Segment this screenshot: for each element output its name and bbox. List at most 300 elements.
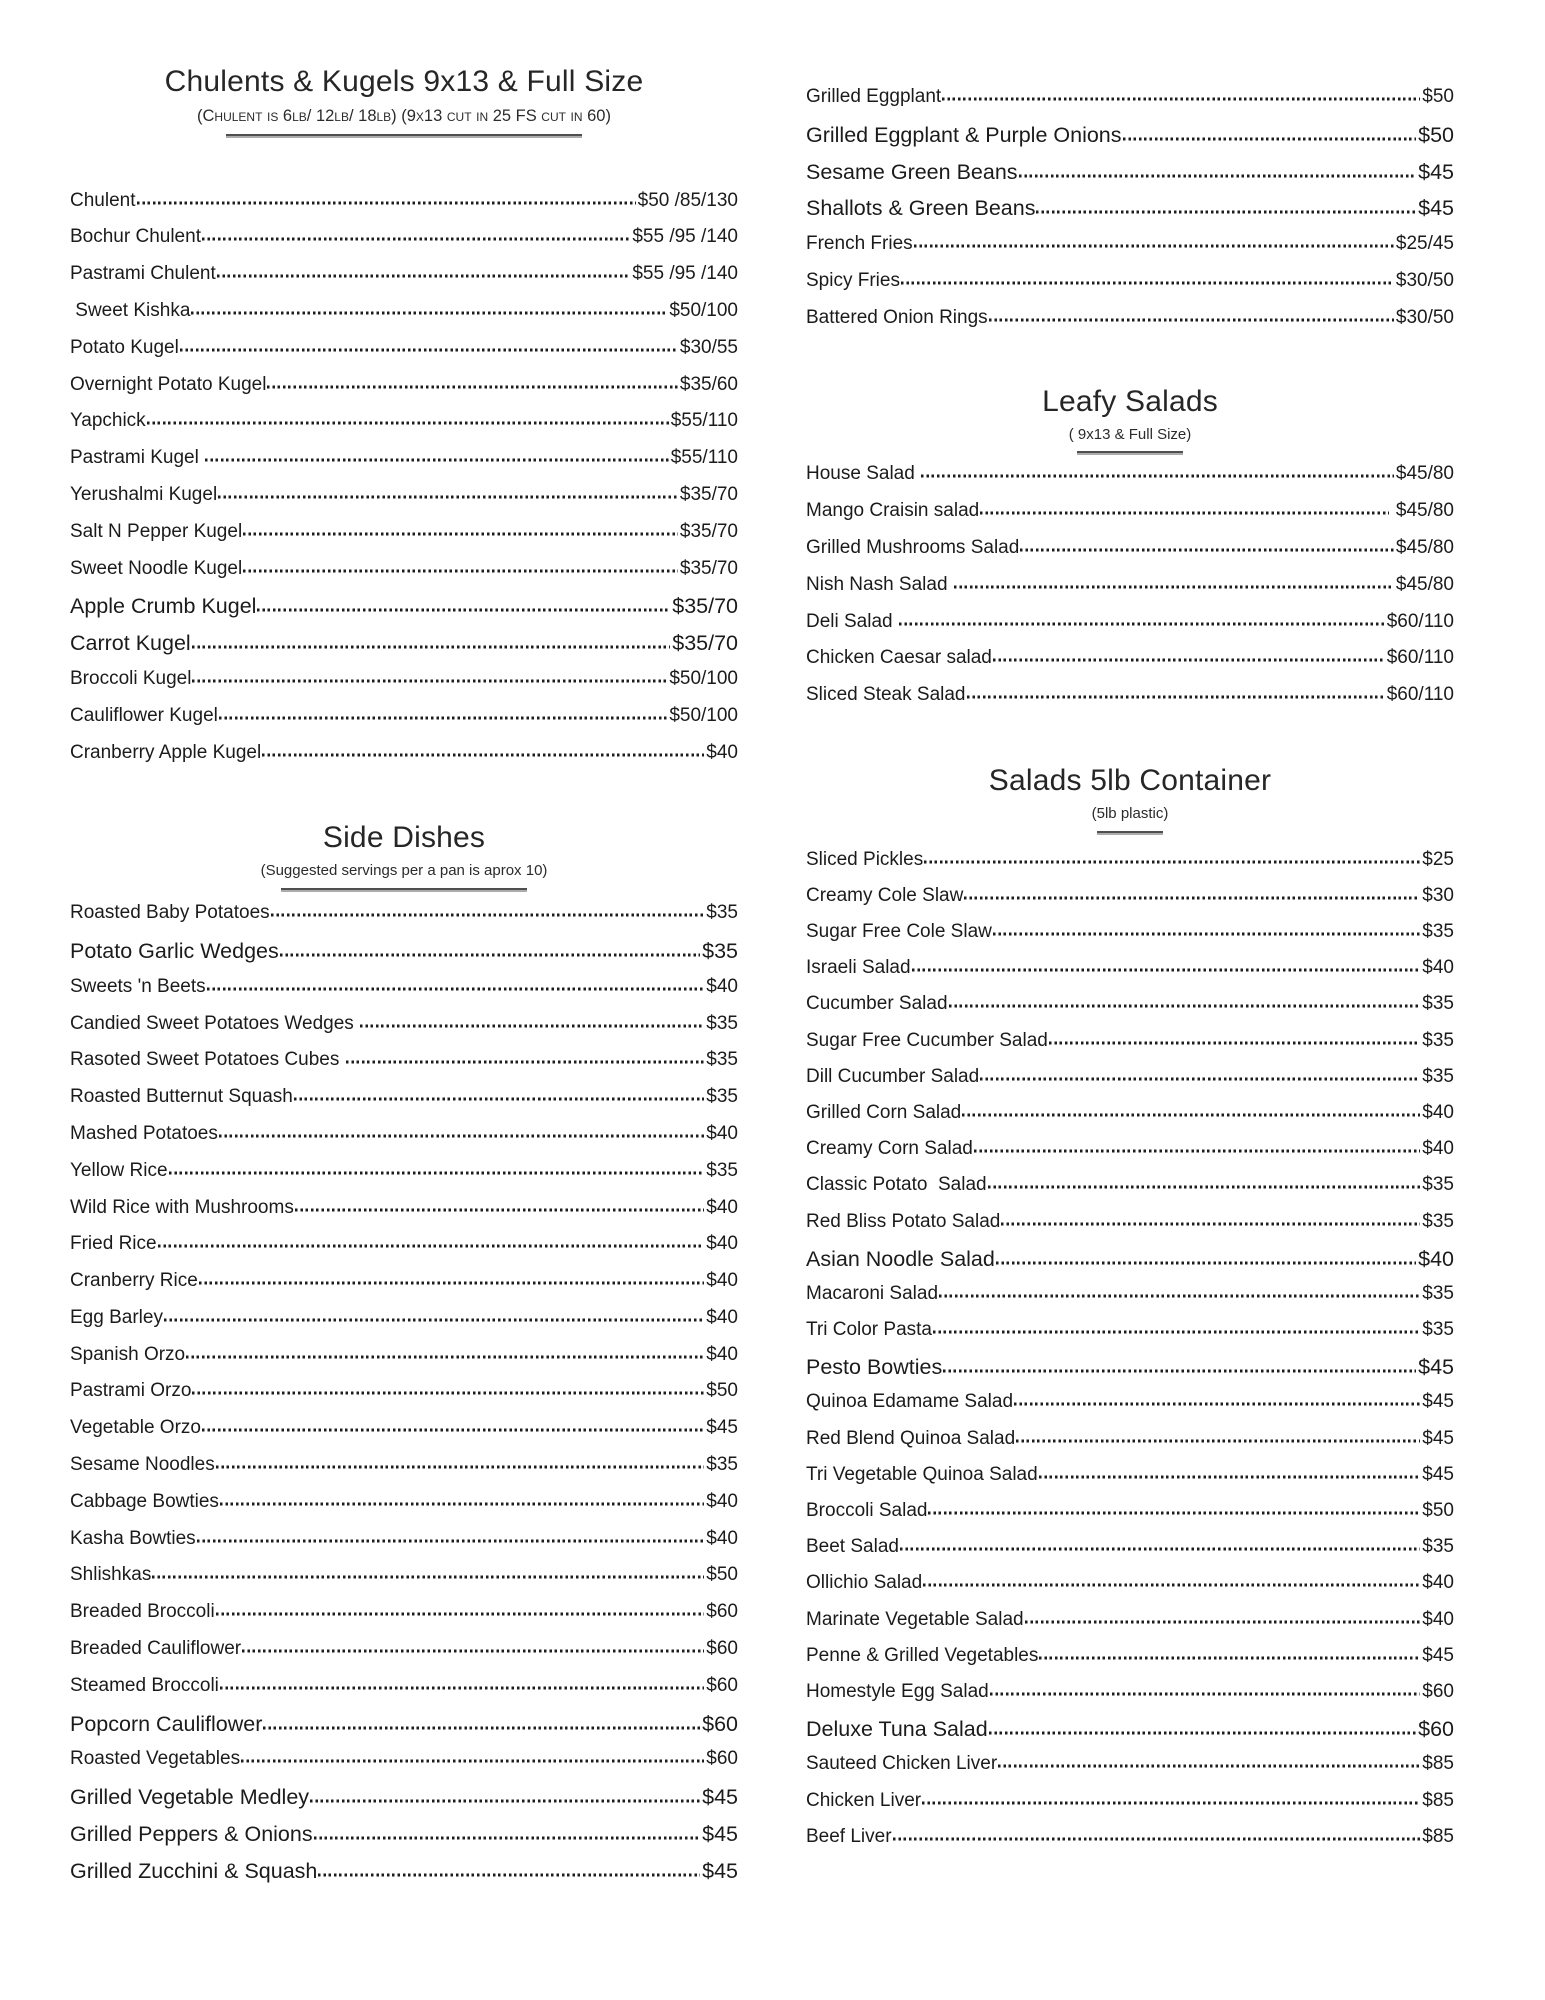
menu-item-name: Yapchick	[70, 410, 146, 432]
dotted-leader	[993, 659, 1385, 662]
menu-item-row	[70, 410, 738, 447]
menu-item-price: $45/80	[1395, 536, 1454, 558]
menu-item-row	[806, 86, 1454, 123]
menu-item-row	[70, 1491, 738, 1528]
menu-item-price: $45/80	[1390, 500, 1454, 522]
menu-item-price: $35	[1422, 993, 1454, 1015]
menu-item-row	[806, 1681, 1454, 1717]
menu-item-row	[806, 1066, 1454, 1102]
menu-item-price: $35	[1422, 1065, 1454, 1087]
menu-item-row	[806, 1500, 1454, 1536]
menu-item-row	[806, 1536, 1454, 1572]
dotted-leader	[993, 933, 1420, 936]
dotted-leader	[914, 245, 1394, 248]
menu-item-price: $45	[1418, 159, 1454, 184]
menu-item-price: $35	[1422, 921, 1454, 943]
menu-item-row	[70, 1785, 738, 1822]
dotted-leader	[192, 1392, 704, 1395]
menu-item-name: Yellow Rice	[70, 1159, 168, 1181]
dotted-leader	[989, 1732, 1416, 1735]
menu-item-row	[806, 574, 1454, 611]
menu-column-left	[70, 0, 738, 1896]
menu-item-name: Potato Garlic Wedges	[70, 938, 279, 963]
menu-item-row	[70, 558, 738, 595]
menu-item-name: Grilled Vegetable Medley	[70, 1785, 310, 1810]
section-header	[70, 820, 738, 890]
menu-item-price: $35	[1422, 1174, 1454, 1196]
menu-item-name: Rasoted Sweet Potatoes Cubes	[70, 1049, 345, 1071]
menu-item-name: Red Bliss Potato Salad	[806, 1210, 1001, 1232]
menu-item-row	[806, 647, 1454, 684]
menu-item-name: Apple Crumb Kugel	[70, 594, 257, 619]
menu-item-name: Kasha Bowties	[70, 1527, 196, 1549]
dotted-leader	[220, 1502, 704, 1505]
menu-item-row	[806, 684, 1454, 721]
menu-item-row	[70, 1859, 738, 1896]
dotted-leader	[1014, 1403, 1420, 1406]
dotted-leader	[899, 622, 1385, 625]
dotted-leader	[218, 496, 678, 499]
menu-item-name: Bochur Chulent	[70, 226, 201, 248]
menu-list	[806, 463, 1454, 721]
menu-item-name: Tri Color Pasta	[806, 1319, 932, 1341]
menu-item-price: $50/100	[669, 300, 738, 322]
dotted-leader	[152, 1576, 704, 1579]
menu-item-row	[70, 1197, 738, 1234]
menu-item-row	[806, 1102, 1454, 1138]
menu-item-row	[70, 1564, 738, 1601]
dotted-leader	[923, 1584, 1420, 1587]
menu-item-price: $30	[1422, 884, 1454, 906]
menu-item-row	[70, 1270, 738, 1307]
section-header	[70, 64, 738, 136]
menu-item-name: Spanish Orzo	[70, 1343, 186, 1365]
dotted-leader	[1020, 548, 1394, 551]
dotted-leader	[1016, 1439, 1420, 1442]
menu-item-price: $85	[1422, 1825, 1454, 1847]
menu-item-price: $40	[706, 1527, 738, 1549]
menu-item-name: Grilled Eggplant & Purple Onions	[806, 122, 1122, 147]
menu-item-name: Creamy Corn Salad	[806, 1138, 973, 1160]
menu-item-price: $45	[1422, 1463, 1454, 1485]
menu-item-row	[70, 631, 738, 668]
menu-item-price: $60	[706, 1748, 738, 1770]
menu-item-row	[70, 1638, 738, 1675]
dotted-leader	[202, 238, 630, 241]
menu-list	[70, 190, 738, 779]
menu-item-price: $40	[1422, 1608, 1454, 1630]
menu-item-name: Nish Nash Salad	[806, 573, 953, 595]
menu-item-price: $50	[1418, 122, 1454, 147]
menu-item-row	[806, 1790, 1454, 1826]
menu-item-price: $35/70	[672, 631, 738, 656]
menu-item-price: $45	[702, 1858, 738, 1883]
menu-item-row	[70, 1528, 738, 1565]
menu-item-price: $60	[706, 1674, 738, 1696]
menu-item-name: Grilled Peppers & Onions	[70, 1822, 313, 1847]
dotted-leader	[191, 312, 667, 315]
menu-item-row	[70, 1712, 738, 1749]
menu-item-price: $45	[1422, 1391, 1454, 1413]
menu-item-row	[70, 1013, 738, 1050]
menu-item-name: Broccoli Salad	[806, 1500, 928, 1522]
dotted-leader	[220, 1686, 704, 1689]
menu-item-price: $60/110	[1386, 684, 1454, 706]
menu-item-row	[70, 521, 738, 558]
menu-item-price: $50	[1422, 86, 1454, 107]
dotted-leader	[192, 679, 667, 682]
section-header	[806, 763, 1454, 833]
menu-section-side-dishes	[70, 820, 738, 1895]
menu-item-row	[70, 190, 738, 227]
menu-item-name: Classic Potato Salad	[806, 1174, 987, 1196]
menu-item-name: Cabbage Bowties	[70, 1490, 219, 1512]
dotted-leader	[192, 646, 671, 649]
dotted-leader	[964, 896, 1420, 899]
menu-item-name: Beet Salad	[806, 1536, 899, 1558]
menu-item-row	[806, 611, 1454, 648]
menu-item-price: $40	[1418, 1246, 1454, 1271]
menu-list	[806, 86, 1454, 344]
menu-item-name: Macaroni Salad	[806, 1282, 939, 1304]
dotted-leader	[219, 1134, 704, 1137]
menu-item-name: Mango Craisin salad	[806, 500, 980, 522]
menu-item-row	[70, 939, 738, 976]
menu-item-name: Popcorn Cauliflower	[70, 1711, 263, 1736]
menu-item-price: $35	[706, 1012, 738, 1034]
menu-item-price: $40	[1422, 1138, 1454, 1160]
menu-item-name: Pastrami Chulent	[70, 263, 216, 285]
menu-item-name: Sliced Steak Salad	[806, 684, 966, 706]
menu-item-row	[806, 1609, 1454, 1645]
menu-item-price: $40	[706, 1233, 738, 1255]
menu-item-price: $60	[706, 1601, 738, 1623]
menu-item-name: Vegetable Orzo	[70, 1417, 201, 1439]
menu-list	[70, 902, 738, 1896]
menu-item-row	[70, 1417, 738, 1454]
dotted-leader	[262, 753, 704, 756]
menu-item-price: $35	[1422, 1536, 1454, 1558]
menu-item-price: $85	[1422, 1753, 1454, 1775]
menu-item-row	[806, 1645, 1454, 1681]
menu-item-name: Roasted Baby Potatoes	[70, 902, 270, 924]
menu-item-name: Roasted Vegetables	[70, 1748, 241, 1770]
menu-item-price: $60/110	[1386, 647, 1454, 669]
menu-item-row	[806, 463, 1454, 500]
dotted-leader	[933, 1331, 1420, 1334]
section-subtitle-box	[261, 856, 548, 890]
menu-item-name: Marinate Vegetable Salad	[806, 1608, 1024, 1630]
menu-item-name: Penne & Grilled Vegetables	[806, 1644, 1039, 1666]
menu-item-price: $35	[702, 938, 738, 963]
dotted-leader	[967, 696, 1385, 699]
menu-item-price: $60	[706, 1638, 738, 1660]
dotted-leader	[954, 585, 1394, 588]
menu-item-row	[70, 1822, 738, 1859]
menu-item-row	[806, 1138, 1454, 1174]
menu-item-name: Grilled Eggplant	[806, 86, 942, 107]
dotted-leader	[242, 1650, 704, 1653]
dotted-leader	[219, 716, 667, 719]
dotted-leader	[360, 1024, 704, 1027]
menu-item-row	[806, 1283, 1454, 1319]
dotted-leader	[267, 385, 677, 388]
dotted-leader	[257, 609, 670, 612]
dotted-leader	[1123, 137, 1417, 140]
menu-item-row	[806, 849, 1454, 885]
dotted-leader	[169, 1171, 705, 1174]
menu-item-name: House Salad	[806, 463, 921, 485]
menu-item-price: $50/100	[669, 667, 738, 689]
menu-item-price: $50 /85/130	[637, 189, 738, 211]
menu-item-name: Spicy Fries	[806, 269, 900, 291]
dotted-leader	[922, 1801, 1420, 1804]
menu-item-name: Chicken Liver	[806, 1789, 922, 1811]
dotted-leader	[280, 953, 700, 956]
dotted-leader	[928, 1512, 1420, 1515]
menu-item-name: Cranberry Apple Kugel	[70, 741, 262, 763]
menu-item-price: $85	[1422, 1789, 1454, 1811]
dotted-leader	[243, 532, 678, 535]
dotted-leader	[186, 1355, 704, 1358]
menu-item-name: Grilled Corn Salad	[806, 1101, 962, 1123]
menu-item-price: $40	[1422, 957, 1454, 979]
menu-item-row	[70, 1233, 738, 1270]
menu-item-price: $45/80	[1395, 463, 1454, 485]
section-title: Leafy Salads	[1042, 384, 1218, 418]
menu-item-price: $55 /95 /140	[632, 263, 738, 285]
dotted-leader	[1001, 1222, 1420, 1225]
menu-item-price: $45	[702, 1785, 738, 1810]
menu-item-price: $35/60	[679, 373, 738, 395]
menu-item-price: $45	[706, 1417, 738, 1439]
menu-item-row	[70, 447, 738, 484]
dotted-leader	[1039, 1656, 1420, 1659]
menu-item-price: $60	[1418, 1717, 1454, 1742]
menu-item-row	[806, 196, 1454, 233]
menu-item-name: Breaded Cauliflower	[70, 1638, 242, 1660]
menu-item-price: $35	[1422, 1282, 1454, 1304]
menu-item-row	[806, 123, 1454, 160]
menu-item-name: Breaded Broccoli	[70, 1601, 215, 1623]
menu-item-price: $35	[1422, 1210, 1454, 1232]
menu-item-name: Israeli Salad	[806, 957, 911, 979]
menu-item-name: Tri Vegetable Quinoa Salad	[806, 1463, 1038, 1485]
dotted-leader	[943, 1370, 1416, 1373]
menu-item-price: $55 /95 /140	[632, 226, 738, 248]
menu-item-row	[70, 902, 738, 939]
menu-item-name: Egg Barley	[70, 1306, 163, 1328]
menu-item-row	[70, 1160, 738, 1197]
menu-item-price: $40	[706, 975, 738, 997]
menu-section-leafy-salads	[806, 384, 1454, 721]
menu-item-row	[806, 307, 1454, 344]
menu-item-name: Shlishkas	[70, 1564, 152, 1586]
section-header	[806, 384, 1454, 454]
dotted-leader	[243, 569, 678, 572]
menu-item-name: Sliced Pickles	[806, 848, 924, 870]
dotted-leader	[1025, 1620, 1421, 1623]
menu-item-row	[70, 484, 738, 521]
dotted-leader	[147, 422, 669, 425]
menu-item-price: $35	[706, 1086, 738, 1108]
menu-item-name: Sugar Free Cole Slaw	[806, 921, 992, 943]
section-subtitle: ( 9x13 & Full Size)	[1068, 425, 1192, 443]
menu-item-row	[806, 1355, 1454, 1391]
menu-item-name: Carrot Kugel	[70, 631, 191, 656]
menu-item-name: Roasted Butternut Squash	[70, 1086, 293, 1108]
menu-item-name: Quinoa Edamame Salad	[806, 1391, 1014, 1413]
dotted-leader	[1019, 174, 1417, 177]
menu-item-price: $55/110	[670, 410, 738, 432]
dotted-leader	[310, 1800, 700, 1803]
menu-item-row	[806, 1174, 1454, 1210]
dotted-leader	[980, 1077, 1420, 1080]
menu-item-row	[70, 1049, 738, 1086]
menu-item-name: Cucumber Salad	[806, 993, 948, 1015]
menu-item-row	[806, 885, 1454, 921]
dotted-leader	[980, 512, 1388, 515]
section-underline	[226, 134, 582, 136]
menu-item-row	[806, 500, 1454, 537]
menu-item-price: $30/55	[679, 336, 738, 358]
dotted-leader	[202, 1429, 704, 1432]
section-title: Salads 5lb Container	[988, 763, 1272, 797]
menu-item-name: Candied Sweet Potatoes Wedges	[70, 1012, 360, 1034]
menu-item-price: $60	[702, 1711, 738, 1736]
menu-item-name: Homestyle Egg Salad	[806, 1680, 989, 1702]
menu-item-row	[806, 1030, 1454, 1066]
menu-item-price: $35	[706, 902, 738, 924]
dotted-leader	[921, 475, 1394, 478]
section-underline	[1077, 451, 1182, 453]
menu-item-name: Yerushalmi Kugel	[70, 484, 218, 505]
dotted-leader	[318, 1873, 700, 1876]
menu-item-row	[70, 337, 738, 374]
section-title: Side Dishes	[322, 821, 486, 855]
dotted-leader	[263, 1726, 700, 1729]
menu-item-price: $50	[706, 1380, 738, 1402]
menu-item-price: $50	[1422, 1500, 1454, 1522]
menu-item-price: $25	[1422, 848, 1454, 870]
menu-section-continued	[806, 86, 1454, 344]
menu-item-row	[806, 233, 1454, 270]
dotted-leader	[1049, 1041, 1420, 1044]
menu-item-row	[70, 1344, 738, 1381]
dotted-leader	[207, 987, 705, 990]
menu-item-name: Pastrami Kugel	[70, 447, 205, 469]
menu-item-price: $40	[706, 1490, 738, 1512]
dotted-leader	[199, 1282, 705, 1285]
menu-item-row	[70, 976, 738, 1013]
dotted-leader	[989, 318, 1394, 321]
menu-item-row	[70, 1380, 738, 1417]
menu-item-name: Red Blend Quinoa Salad	[806, 1427, 1016, 1449]
menu-item-row	[806, 160, 1454, 197]
dotted-leader	[180, 348, 678, 351]
section-subtitle-box	[1092, 799, 1169, 833]
menu-item-price: $35	[1422, 1319, 1454, 1341]
menu-item-row	[70, 1675, 738, 1712]
menu-item-row	[70, 300, 738, 337]
dotted-leader	[912, 969, 1421, 972]
menu-list	[806, 849, 1454, 1862]
menu-item-name: Grilled Zucchini & Squash	[70, 1858, 318, 1883]
menu-item-row	[806, 1319, 1454, 1355]
menu-section-salads-5lb-container	[806, 763, 1454, 1862]
dotted-leader	[1036, 211, 1416, 214]
menu-item-name: Ollichio Salad	[806, 1572, 923, 1594]
menu-item-price: $40	[706, 1343, 738, 1365]
menu-item-row	[70, 263, 738, 300]
menu-item-price: $30/50	[1395, 306, 1454, 328]
menu-item-price: $35/70	[679, 484, 738, 505]
dotted-leader	[205, 459, 669, 462]
menu-item-name: Sweet Kishka	[70, 300, 191, 322]
menu-item-row	[70, 1601, 738, 1638]
menu-item-name: Pesto Bowties	[806, 1355, 943, 1380]
menu-item-price: $45	[1418, 1355, 1454, 1380]
menu-item-name: Steamed Broccoli	[70, 1674, 219, 1696]
menu-item-name: Battered Onion Rings	[806, 306, 988, 328]
section-subtitle: (Chulent is 6lb/ 12lb/ 18lb) (9x13 cut in 25 FS cut in 60)	[197, 107, 611, 125]
menu-item-price: $35/70	[672, 594, 738, 619]
menu-item-row	[70, 1748, 738, 1785]
section-subtitle-box	[197, 100, 611, 136]
menu-item-row	[806, 1391, 1454, 1427]
menu-item-name: Sesame Noodles	[70, 1454, 215, 1476]
dotted-leader	[998, 1765, 1420, 1768]
menu-item-name: Sugar Free Cucumber Salad	[806, 1029, 1048, 1051]
dotted-leader	[924, 860, 1420, 863]
menu-item-row	[806, 1826, 1454, 1862]
menu-item-name: Beef Liver	[806, 1825, 892, 1847]
menu-item-row	[70, 668, 738, 705]
menu-item-row	[806, 993, 1454, 1029]
menu-item-name: Cranberry Rice	[70, 1270, 198, 1292]
menu-item-name: Wild Rice with Mushrooms	[70, 1196, 294, 1218]
section-underline	[1097, 831, 1163, 833]
menu-item-name: French Fries	[806, 233, 913, 255]
menu-item-row	[806, 921, 1454, 957]
menu-item-price: $35	[706, 1159, 738, 1181]
menu-item-row	[806, 1428, 1454, 1464]
menu-item-price: $40	[1422, 1101, 1454, 1123]
menu-item-price: $30/50	[1395, 269, 1454, 291]
menu-item-price: $55/110	[670, 447, 738, 469]
dotted-leader	[137, 201, 636, 204]
dotted-leader	[216, 1466, 705, 1469]
menu-item-price: $45	[1422, 1427, 1454, 1449]
menu-item-name: Deli Salad	[806, 610, 898, 632]
menu-item-price: $35/70	[679, 520, 738, 542]
dotted-leader	[241, 1760, 704, 1763]
dotted-leader	[217, 275, 631, 278]
dotted-leader	[949, 1005, 1421, 1008]
menu-item-row	[806, 270, 1454, 307]
menu-item-row	[806, 1572, 1454, 1608]
dotted-leader	[900, 1548, 1420, 1551]
menu-item-name: Dill Cucumber Salad	[806, 1065, 980, 1087]
section-subtitle: (5lb plastic)	[1091, 804, 1169, 822]
dotted-leader	[295, 1208, 704, 1211]
dotted-leader	[974, 1150, 1420, 1153]
menu-item-name: Fried Rice	[70, 1233, 157, 1255]
menu-item-price: $40	[706, 741, 738, 763]
menu-item-name: Chulent	[70, 189, 136, 211]
dotted-leader	[271, 914, 705, 917]
menu-column-right	[806, 0, 1454, 1862]
